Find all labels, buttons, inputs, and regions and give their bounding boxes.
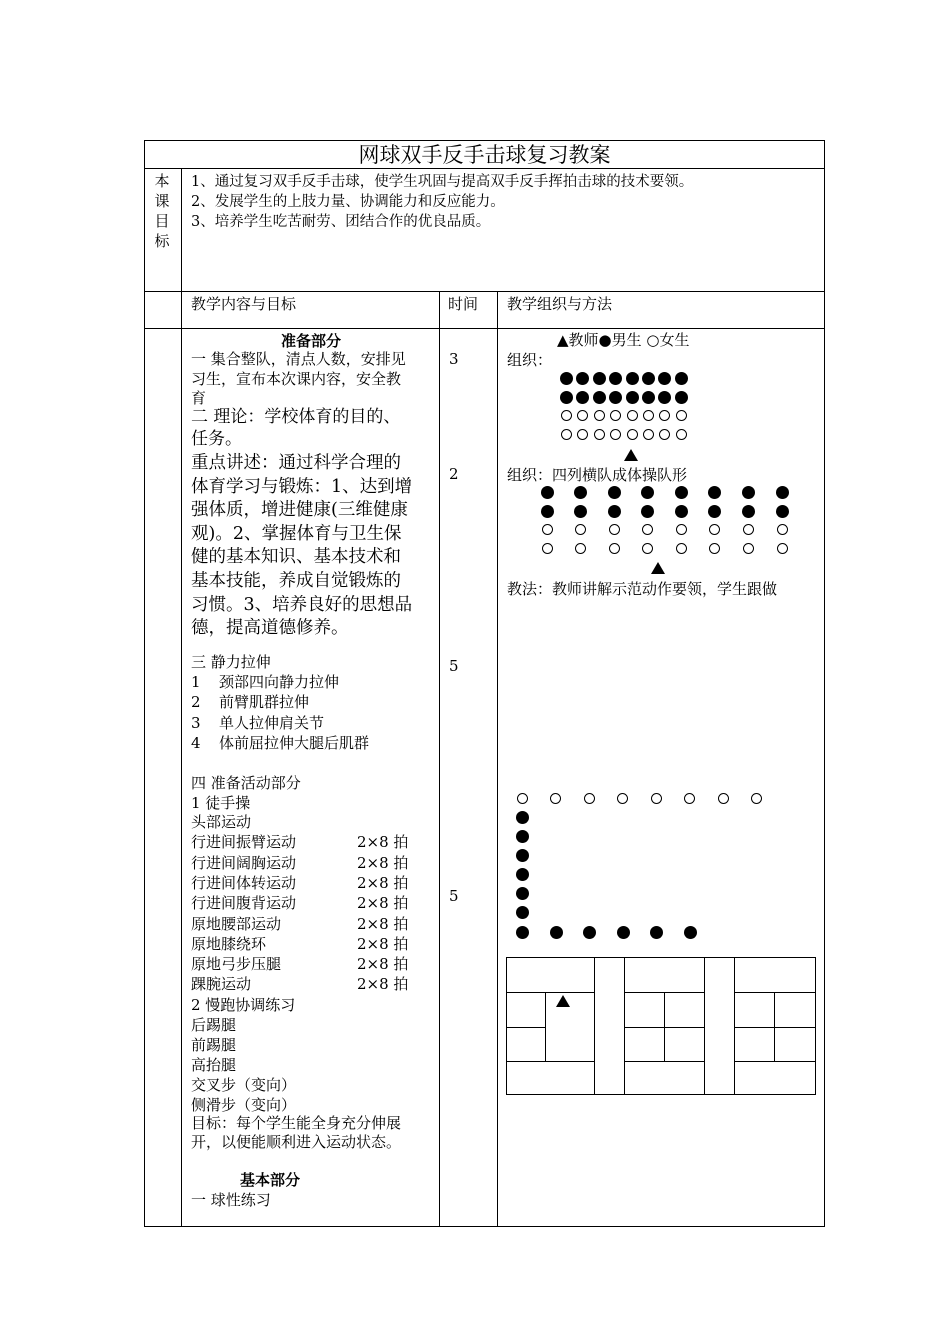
exercise-name: 踝腕运动 — [191, 975, 252, 994]
teaching-method: 教法：教师讲解示范动作要领，学生跟做 — [507, 580, 778, 598]
tennis-courts-diagram — [506, 957, 816, 1095]
male-student-dot-icon — [516, 811, 529, 824]
emphasis-line: 体育学习与锻炼：1、达到增 — [191, 476, 413, 497]
male-student-dot-icon — [708, 505, 721, 518]
female-student-circle-icon — [642, 524, 653, 535]
female-student-circle-icon — [542, 524, 553, 535]
female-student-circle-icon — [561, 410, 572, 421]
table-line-time-col-right — [497, 291, 498, 1227]
female-student-circle-icon — [659, 429, 670, 440]
section-basic-title: 基本部分 — [240, 1171, 301, 1189]
female-student-circle-icon — [609, 524, 620, 535]
female-student-circle-icon — [610, 410, 621, 421]
male-student-dot-icon — [516, 849, 529, 862]
teacher-triangle-icon — [624, 449, 638, 461]
org1-label: 组织： — [507, 351, 553, 369]
male-student-dot-icon — [583, 926, 596, 939]
female-student-circle-icon — [594, 410, 605, 421]
stretch-title: 三 静力拉伸 — [191, 653, 271, 671]
female-student-circle-icon — [643, 429, 654, 440]
female-student-circle-icon — [777, 543, 788, 554]
female-student-circle-icon — [627, 429, 638, 440]
exercise-name: 原地弓步压腿 — [191, 955, 282, 974]
male-student-dot-icon — [593, 391, 606, 404]
jog-item: 前踢腿 — [191, 1036, 237, 1054]
emphasis-line: 习惯。3、培养良好的思想品 — [191, 594, 413, 615]
objectives-label-char: 目 — [154, 212, 170, 230]
male-student-dot-icon — [609, 391, 622, 404]
exercise-reps: 2×8 拍 — [357, 894, 409, 913]
male-student-dot-icon — [560, 372, 573, 385]
female-student-circle-icon — [676, 429, 687, 440]
male-student-dot-icon — [742, 505, 755, 518]
male-student-dot-icon — [516, 906, 529, 919]
female-student-circle-icon — [643, 410, 654, 421]
teacher-triangle-icon — [556, 995, 570, 1007]
warmup-sub2: 2 慢跑协调练习 — [191, 996, 296, 1014]
male-student-dot-icon — [675, 486, 688, 499]
male-student-dot-icon — [576, 391, 589, 404]
exercise-name: 原地膝绕环 — [191, 934, 267, 953]
male-student-dot-icon — [541, 505, 554, 518]
female-student-circle-icon — [651, 793, 662, 804]
male-student-dot-icon — [516, 926, 529, 939]
male-student-dot-icon — [609, 372, 622, 385]
objective-item: 3、培养学生吃苦耐劳、团结合作的优良品质。 — [191, 214, 491, 230]
female-student-circle-icon — [577, 410, 588, 421]
warmup-sub1: 1 徒手操 — [191, 794, 251, 812]
item2-line: 二 理论：学校体育的目的、 — [191, 407, 401, 427]
male-student-dot-icon — [658, 372, 671, 385]
stretch-num: 4 — [191, 734, 201, 752]
male-student-dot-icon — [675, 505, 688, 518]
female-student-circle-icon — [542, 543, 553, 554]
male-student-dot-icon — [684, 926, 697, 939]
male-student-dot-icon — [642, 372, 655, 385]
objectives-label — [154, 171, 170, 251]
male-student-dot-icon — [641, 486, 654, 499]
legend: ▲教师●男生 ○女生 — [557, 331, 690, 349]
stretch-list — [191, 672, 431, 754]
female-student-circle-icon — [609, 543, 620, 554]
male-student-dot-icon — [675, 391, 688, 404]
female-student-circle-icon — [550, 793, 561, 804]
male-student-dot-icon — [516, 868, 529, 881]
page-title: 网球双手反手击球复习教案 — [358, 143, 611, 167]
male-student-dot-icon — [675, 372, 688, 385]
jog-item: 交叉步（变向） — [191, 1076, 297, 1094]
time-value: 5 — [449, 887, 459, 905]
emphasis-line: 强体质，增进健康(三维健康 — [191, 500, 408, 521]
emphasis-line: 重点讲述：通过科学合理的 — [191, 453, 401, 473]
female-student-circle-icon — [594, 429, 605, 440]
male-student-dot-icon — [574, 505, 587, 518]
table-line-time-col-left — [439, 291, 440, 1227]
male-student-dot-icon — [608, 486, 621, 499]
jog-item: 侧滑步（变向） — [191, 1096, 297, 1114]
female-student-circle-icon — [743, 524, 754, 535]
male-student-dot-icon — [593, 372, 606, 385]
male-student-dot-icon — [608, 505, 621, 518]
exercise-reps: 2×8 拍 — [357, 853, 409, 872]
objective-item: 2、发展学生的上肢力量、协调能力和反应能力。 — [191, 194, 505, 210]
male-student-dot-icon — [550, 926, 563, 939]
female-student-circle-icon — [617, 793, 628, 804]
female-student-circle-icon — [709, 524, 720, 535]
female-student-circle-icon — [517, 793, 528, 804]
male-student-dot-icon — [560, 391, 573, 404]
male-student-dot-icon — [742, 486, 755, 499]
table-line-under-objectives — [144, 291, 825, 292]
table-line-under-headers — [144, 328, 825, 329]
header-method: 教学组织与方法 — [507, 295, 613, 313]
stretch-text: 颈部四向静力拉伸 — [219, 673, 340, 691]
item2-line: 任务。 — [191, 429, 242, 449]
table-border-left — [144, 140, 145, 1227]
formation-1 — [560, 370, 700, 470]
exercise-reps: 2×8 拍 — [357, 934, 409, 953]
warmup-title: 四 准备活动部分 — [191, 774, 301, 792]
male-student-dot-icon — [516, 830, 529, 843]
male-student-dot-icon — [642, 391, 655, 404]
header-time: 时间 — [448, 295, 479, 313]
exercise-name: 头部运动 — [191, 813, 252, 831]
objectives-label-char: 课 — [154, 192, 170, 210]
female-student-circle-icon — [684, 793, 695, 804]
item1-line: 育 — [191, 389, 207, 407]
male-student-dot-icon — [776, 486, 789, 499]
female-student-circle-icon — [676, 524, 687, 535]
header-content: 教学内容与目标 — [191, 295, 297, 313]
stretch-num: 2 — [191, 693, 201, 711]
time-value: 5 — [449, 657, 459, 675]
male-student-dot-icon — [574, 486, 587, 499]
org2-label: 组织：四列横队成体操队形 — [507, 466, 688, 484]
item1-line: 习生，宣布本次课内容，安全教 — [191, 370, 402, 388]
emphasis-block — [191, 452, 412, 641]
female-student-circle-icon — [610, 429, 621, 440]
goal-line: 开，以便能顺利进入运动状态。 — [191, 1133, 402, 1151]
female-student-circle-icon — [575, 543, 586, 554]
female-student-circle-icon — [561, 429, 572, 440]
male-student-dot-icon — [626, 372, 639, 385]
objective-item: 1、通过复习双手反手击球，使学生巩固与提高双手反手挥拍击球的技术要领。 — [191, 174, 694, 190]
female-student-circle-icon — [718, 793, 729, 804]
exercise-name: 行进间体转运动 — [191, 873, 297, 892]
exercise-reps: 2×8 拍 — [357, 975, 409, 994]
exercise-name: 行进间振臂运动 — [191, 833, 297, 852]
male-student-dot-icon — [516, 887, 529, 900]
female-student-circle-icon — [642, 543, 653, 554]
emphasis-line: 德，提高道德修养。 — [191, 618, 349, 639]
male-student-dot-icon — [541, 486, 554, 499]
male-student-dot-icon — [650, 926, 663, 939]
table-line-label-col — [181, 168, 182, 1227]
stretch-text: 体前屈拉伸大腿后肌群 — [219, 734, 370, 752]
time-value: 2 — [449, 465, 459, 483]
teacher-triangle-icon — [651, 562, 665, 574]
emphasis-line: 健的基本知识、基本技术和 — [191, 547, 401, 568]
male-student-dot-icon — [708, 486, 721, 499]
exercise-reps: 2×8 拍 — [357, 873, 409, 892]
exercise-list — [191, 812, 431, 997]
item1-line: 一 集合整队，清点人数，安排见 — [191, 350, 406, 368]
table-border-bottom — [144, 1226, 825, 1227]
female-student-circle-icon — [659, 410, 670, 421]
male-student-dot-icon — [641, 505, 654, 518]
female-student-circle-icon — [575, 524, 586, 535]
jog-list — [191, 1015, 296, 1115]
female-student-circle-icon — [709, 543, 720, 554]
exercise-reps: 2×8 拍 — [357, 955, 409, 974]
male-student-dot-icon — [776, 505, 789, 518]
male-student-dot-icon — [626, 391, 639, 404]
female-student-circle-icon — [676, 543, 687, 554]
emphasis-line: 观)。2、掌握体育与卫生保 — [191, 523, 402, 544]
male-student-dot-icon — [617, 926, 630, 939]
formation-2 — [540, 484, 800, 580]
jog-item: 高抬腿 — [191, 1056, 237, 1074]
time-value: 3 — [449, 350, 459, 368]
basic-item1: 一 球性练习 — [191, 1191, 271, 1209]
female-student-circle-icon — [743, 543, 754, 554]
table-border-right — [824, 140, 825, 1227]
female-student-circle-icon — [584, 793, 595, 804]
formation-3 — [510, 788, 780, 948]
male-student-dot-icon — [658, 391, 671, 404]
female-student-circle-icon — [751, 793, 762, 804]
objectives-label-char: 标 — [154, 232, 170, 250]
female-student-circle-icon — [577, 429, 588, 440]
exercise-reps: 2×8 拍 — [357, 833, 409, 852]
exercise-name: 行进间阔胸运动 — [191, 853, 297, 872]
male-student-dot-icon — [576, 372, 589, 385]
female-student-circle-icon — [676, 410, 687, 421]
objectives-label-char: 本 — [154, 172, 170, 190]
emphasis-line: 基本技能，养成自觉锻炼的 — [191, 570, 401, 591]
jog-item: 后踢腿 — [191, 1016, 237, 1034]
stretch-text: 前臂肌群拉伸 — [219, 693, 310, 711]
exercise-reps: 2×8 拍 — [357, 914, 409, 933]
goal-line: 目标：每个学生能全身充分伸展 — [191, 1114, 402, 1132]
exercise-name: 行进间腹背运动 — [191, 894, 297, 913]
stretch-num: 3 — [191, 714, 201, 732]
female-student-circle-icon — [777, 524, 788, 535]
exercise-name: 原地腰部运动 — [191, 914, 282, 933]
section-prep-title: 准备部分 — [280, 332, 341, 350]
stretch-text: 单人拉伸肩关节 — [219, 714, 325, 732]
female-student-circle-icon — [627, 410, 638, 421]
stretch-num: 1 — [191, 673, 201, 691]
